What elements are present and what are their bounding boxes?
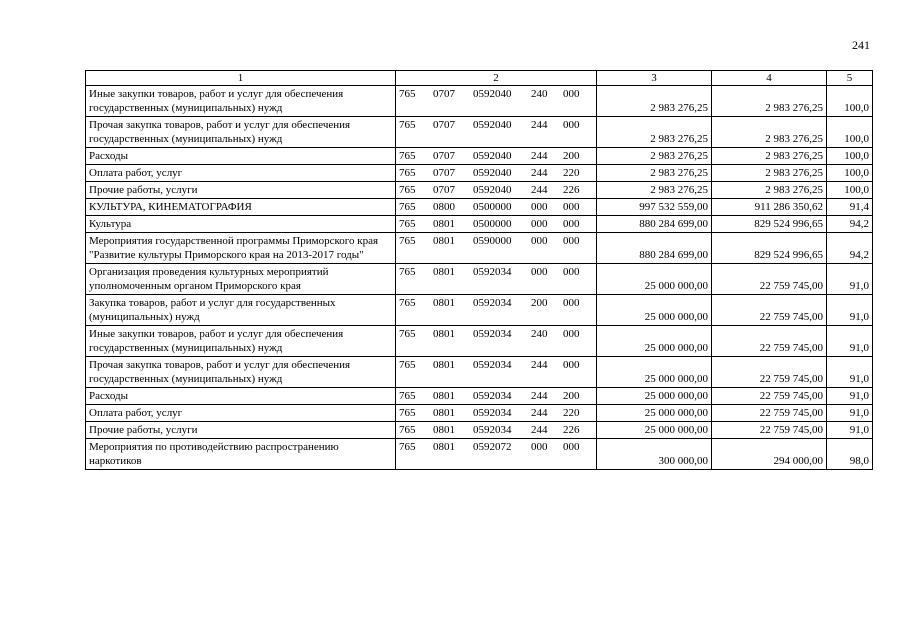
column-header: 5 [827,71,873,86]
ved-code: 765 [399,424,416,436]
row-code-cell [396,148,597,165]
row-name-cell: Оплата работ, услуг [86,165,396,182]
target-article-code: 0592034 [473,359,512,371]
page-number: 241 [852,38,870,52]
expense-type-code: 244 [531,359,548,371]
expense-type-code: 000 [531,201,548,213]
row-name-cell: Прочая закупка товаров, работ и услуг для обеспечения государственных (муниципальных) нужд [86,117,396,148]
section-code: 0707 [433,167,455,179]
row-name-cell: Культура [86,216,396,233]
fact-amount-cell: 22 759 745,00 [712,326,827,357]
row-name-cell: Прочие работы, услуги [86,182,396,199]
section-code: 0801 [433,390,455,402]
plan-amount-cell: 997 532 559,00 [597,199,712,216]
column-header: 1 [86,71,396,86]
ved-code: 765 [399,407,416,419]
row-name-cell: Мероприятия государственной программы Приморского края "Развитие культуры Приморского края на 2013-2017 годы" [86,233,396,264]
section-code: 0801 [433,441,455,453]
table-row [86,405,873,422]
percent-cell: 91,4 [827,199,873,216]
row-name-cell: Расходы [86,388,396,405]
fact-amount-cell: 2 983 276,25 [712,182,827,199]
target-article-code: 0592040 [473,150,512,162]
kosgu-code: 000 [563,297,580,309]
ved-code: 765 [399,167,416,179]
row-name-cell: Прочие работы, услуги [86,422,396,439]
budget-table [85,70,873,470]
kosgu-code: 220 [563,167,580,179]
table-row [86,148,873,165]
target-article-code: 0592034 [473,390,512,402]
row-name-cell: Закупка товаров, работ и услуг для государственных (муниципальных) нужд [86,295,396,326]
row-code-cell [396,117,597,148]
row-name-cell: Прочая закупка товаров, работ и услуг для обеспечения государственных (муниципальных) нужд [86,357,396,388]
row-code-cell [396,216,597,233]
fact-amount-cell: 22 759 745,00 [712,422,827,439]
expense-type-code: 240 [531,328,548,340]
target-article-code: 0500000 [473,201,512,213]
column-header: 2 [396,71,597,86]
kosgu-code: 000 [563,119,580,131]
ved-code: 765 [399,441,416,453]
row-name-cell: Мероприятия по противодействию распространению наркотиков [86,439,396,470]
section-code: 0801 [433,328,455,340]
table-row [86,117,873,148]
percent-cell: 94,2 [827,216,873,233]
section-code: 0707 [433,184,455,196]
ved-code: 765 [399,150,416,162]
kosgu-code: 000 [563,359,580,371]
section-code: 0801 [433,218,455,230]
percent-cell: 100,0 [827,148,873,165]
row-name-cell: Оплата работ, услуг [86,405,396,422]
kosgu-code: 200 [563,150,580,162]
table-row [86,199,873,216]
table-row [86,422,873,439]
fact-amount-cell: 829 524 996,65 [712,233,827,264]
fact-amount-cell: 22 759 745,00 [712,388,827,405]
target-article-code: 0500000 [473,218,512,230]
row-code-cell [396,199,597,216]
section-code: 0707 [433,119,455,131]
target-article-code: 0592034 [473,297,512,309]
row-code-cell [396,405,597,422]
ved-code: 765 [399,297,416,309]
expense-type-code: 244 [531,119,548,131]
percent-cell: 91,0 [827,295,873,326]
section-code: 0801 [433,424,455,436]
table-row [86,388,873,405]
kosgu-code: 000 [563,328,580,340]
row-name-cell: Иные закупки товаров, работ и услуг для обеспечения государственных (муниципальных) нужд [86,86,396,117]
percent-cell: 100,0 [827,86,873,117]
row-code-cell [396,388,597,405]
target-article-code: 0592034 [473,407,512,419]
expense-type-code: 244 [531,150,548,162]
target-article-code: 0592072 [473,441,512,453]
kosgu-code: 226 [563,424,580,436]
section-code: 0801 [433,266,455,278]
fact-amount-cell: 22 759 745,00 [712,405,827,422]
plan-amount-cell: 25 000 000,00 [597,326,712,357]
kosgu-code: 000 [563,266,580,278]
percent-cell: 91,0 [827,422,873,439]
fact-amount-cell: 2 983 276,25 [712,165,827,182]
column-header: 3 [597,71,712,86]
row-name-cell: Расходы [86,148,396,165]
table-row [86,86,873,117]
plan-amount-cell: 2 983 276,25 [597,182,712,199]
fact-amount-cell: 22 759 745,00 [712,264,827,295]
ved-code: 765 [399,328,416,340]
expense-type-code: 244 [531,184,548,196]
row-code-cell [396,264,597,295]
fact-amount-cell: 829 524 996,65 [712,216,827,233]
table-row [86,439,873,470]
kosgu-code: 000 [563,201,580,213]
percent-cell: 91,0 [827,264,873,295]
expense-type-code: 000 [531,441,548,453]
percent-cell: 91,0 [827,357,873,388]
percent-cell: 94,2 [827,233,873,264]
kosgu-code: 000 [563,441,580,453]
ved-code: 765 [399,235,416,247]
percent-cell: 98,0 [827,439,873,470]
row-code-cell [396,326,597,357]
percent-cell: 91,0 [827,388,873,405]
row-code-cell [396,233,597,264]
kosgu-code: 226 [563,184,580,196]
plan-amount-cell: 880 284 699,00 [597,233,712,264]
fact-amount-cell: 2 983 276,25 [712,117,827,148]
table-row [86,165,873,182]
table-row [86,216,873,233]
expense-type-code: 244 [531,167,548,179]
table-header-row [86,71,873,86]
expense-type-code: 000 [531,218,548,230]
plan-amount-cell: 300 000,00 [597,439,712,470]
row-code-cell [396,422,597,439]
section-code: 0801 [433,297,455,309]
fact-amount-cell: 911 286 350,62 [712,199,827,216]
target-article-code: 0592034 [473,266,512,278]
row-name-cell: Организация проведения культурных мероприятий уполномоченным органом Приморского края [86,264,396,295]
kosgu-code: 000 [563,88,580,100]
section-code: 0800 [433,201,455,213]
expense-type-code: 240 [531,88,548,100]
expense-type-code: 244 [531,390,548,402]
column-header: 4 [712,71,827,86]
row-code-cell [396,182,597,199]
percent-cell: 100,0 [827,182,873,199]
ved-code: 765 [399,359,416,371]
target-article-code: 0592034 [473,328,512,340]
plan-amount-cell: 25 000 000,00 [597,357,712,388]
kosgu-code: 200 [563,390,580,402]
plan-amount-cell: 880 284 699,00 [597,216,712,233]
ved-code: 765 [399,390,416,402]
plan-amount-cell: 25 000 000,00 [597,422,712,439]
plan-amount-cell: 2 983 276,25 [597,148,712,165]
ved-code: 765 [399,119,416,131]
kosgu-code: 220 [563,407,580,419]
expense-type-code: 244 [531,407,548,419]
percent-cell: 91,0 [827,326,873,357]
table-row [86,326,873,357]
target-article-code: 0592040 [473,184,512,196]
section-code: 0707 [433,150,455,162]
section-code: 0707 [433,88,455,100]
target-article-code: 0590000 [473,235,512,247]
plan-amount-cell: 25 000 000,00 [597,388,712,405]
fact-amount-cell: 22 759 745,00 [712,357,827,388]
ved-code: 765 [399,266,416,278]
expense-type-code: 244 [531,424,548,436]
target-article-code: 0592034 [473,424,512,436]
percent-cell: 100,0 [827,165,873,182]
expense-type-code: 200 [531,297,548,309]
fact-amount-cell: 294 000,00 [712,439,827,470]
ved-code: 765 [399,88,416,100]
expense-type-code: 000 [531,235,548,247]
plan-amount-cell: 25 000 000,00 [597,264,712,295]
table-row [86,357,873,388]
plan-amount-cell: 2 983 276,25 [597,117,712,148]
row-code-cell [396,295,597,326]
target-article-code: 0592040 [473,88,512,100]
kosgu-code: 000 [563,218,580,230]
section-code: 0801 [433,359,455,371]
row-code-cell [396,86,597,117]
target-article-code: 0592040 [473,119,512,131]
percent-cell: 91,0 [827,405,873,422]
row-name-cell: Иные закупки товаров, работ и услуг для обеспечения государственных (муниципальных) нужд [86,326,396,357]
fact-amount-cell: 2 983 276,25 [712,148,827,165]
row-code-cell [396,165,597,182]
percent-cell: 100,0 [827,117,873,148]
table-row [86,233,873,264]
ved-code: 765 [399,218,416,230]
section-code: 0801 [433,407,455,419]
fact-amount-cell: 22 759 745,00 [712,295,827,326]
plan-amount-cell: 25 000 000,00 [597,405,712,422]
section-code: 0801 [433,235,455,247]
target-article-code: 0592040 [473,167,512,179]
table-row [86,182,873,199]
plan-amount-cell: 2 983 276,25 [597,86,712,117]
plan-amount-cell: 2 983 276,25 [597,165,712,182]
ved-code: 765 [399,201,416,213]
kosgu-code: 000 [563,235,580,247]
row-name-cell: КУЛЬТУРА, КИНЕМАТОГРАФИЯ [86,199,396,216]
table-row [86,295,873,326]
fact-amount-cell: 2 983 276,25 [712,86,827,117]
row-code-cell [396,357,597,388]
ved-code: 765 [399,184,416,196]
plan-amount-cell: 25 000 000,00 [597,295,712,326]
expense-type-code: 000 [531,266,548,278]
row-code-cell [396,439,597,470]
table-row [86,264,873,295]
